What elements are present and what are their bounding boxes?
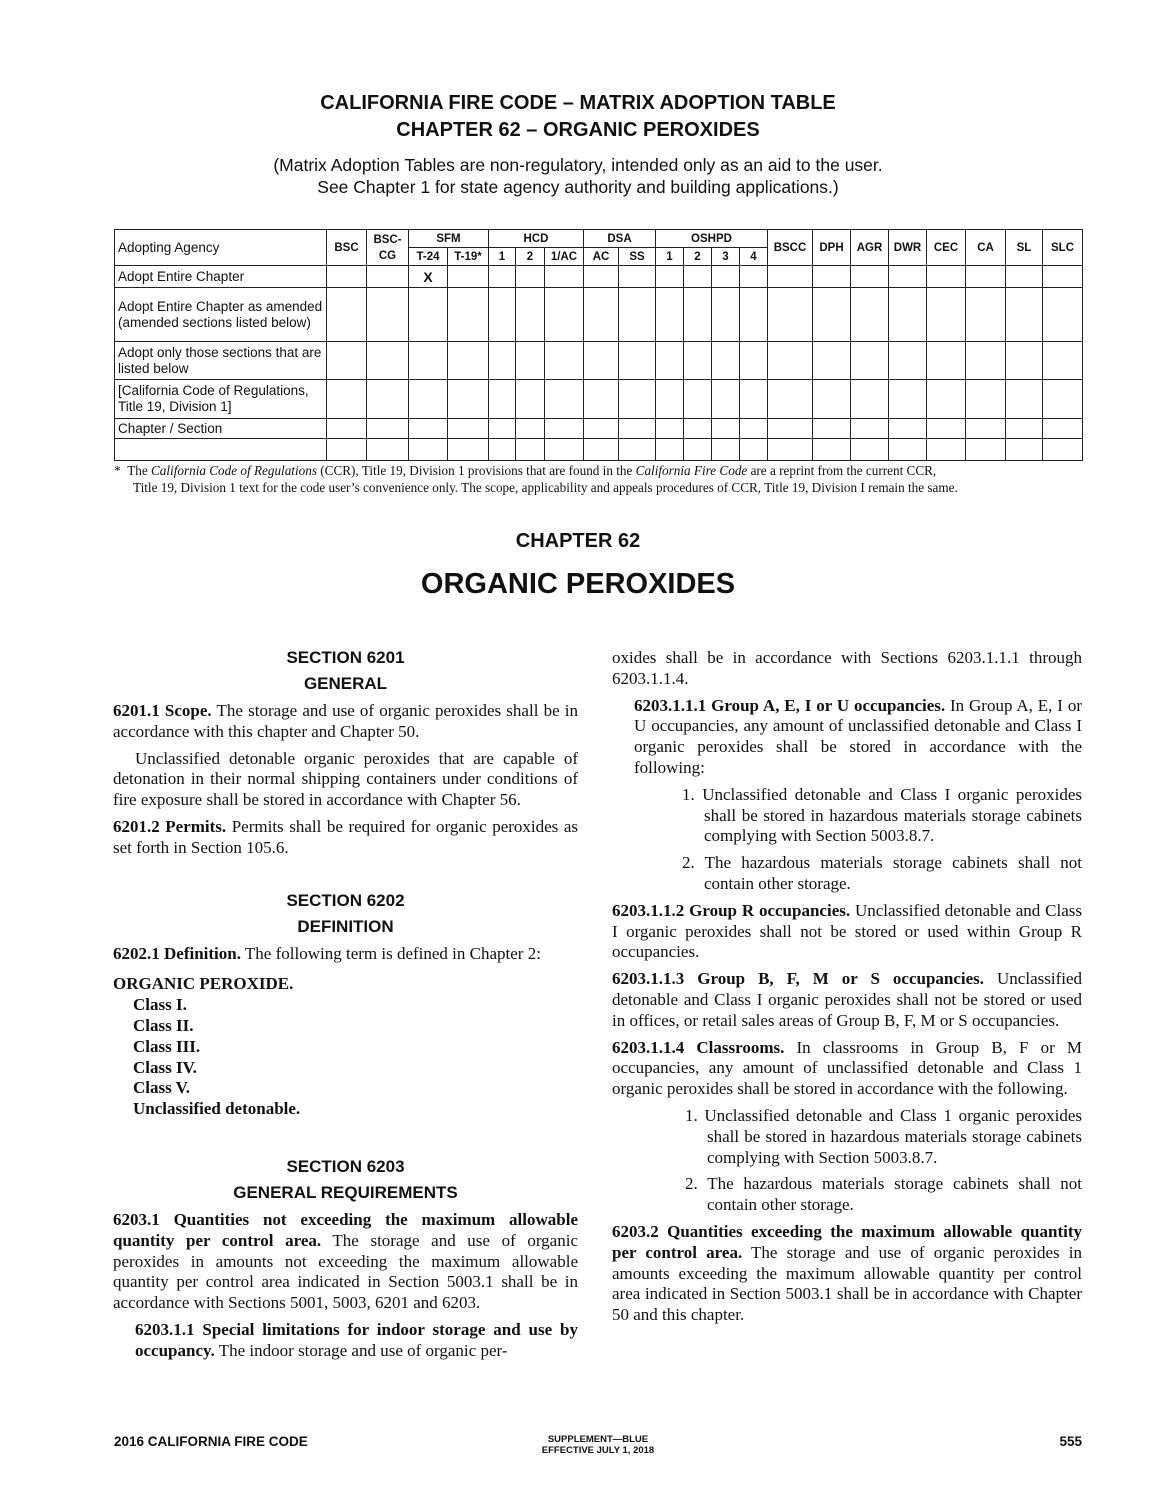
table-cell bbox=[684, 288, 712, 342]
header-agency: SL bbox=[1006, 230, 1043, 266]
paragraph-6201-1: 6201.1 Scope. The storage and use of organic peroxides shall be in accordance with this chapter and Chapter 50. bbox=[113, 701, 579, 741]
row-label: Adopt Entire Chapter as amended (amended sections listed below) bbox=[115, 288, 327, 342]
header-subagency: 3 bbox=[712, 248, 740, 266]
table-cell bbox=[851, 380, 889, 419]
header-subagency: 4 bbox=[740, 248, 768, 266]
paragraph-6202-1: 6202.1 Definition. The following term is defined in Chapter 2: bbox=[113, 943, 541, 963]
footnote-italic: California Code of Regulations bbox=[151, 463, 317, 478]
table-cell bbox=[367, 380, 409, 419]
table-cell bbox=[966, 419, 1006, 439]
table-cell bbox=[1006, 419, 1043, 439]
table-cell bbox=[740, 266, 768, 288]
footnote-text: (CCR), Title 19, Division 1 provisions that are found in the bbox=[316, 463, 636, 478]
table-cell bbox=[927, 288, 966, 342]
table-cell bbox=[684, 342, 712, 380]
table-cell bbox=[768, 419, 813, 439]
table-cell bbox=[927, 266, 966, 288]
header-agency: CEC bbox=[927, 230, 966, 266]
table-cell bbox=[448, 380, 489, 419]
table-cell bbox=[327, 439, 367, 461]
section-heading: SECTION 6202 bbox=[286, 890, 405, 910]
table-cell bbox=[813, 266, 851, 288]
table-cell bbox=[327, 419, 367, 439]
table-cell bbox=[927, 419, 966, 439]
header-subagency: T-19* bbox=[448, 248, 489, 266]
section-heading: SECTION 6203 bbox=[286, 1156, 405, 1176]
table-row bbox=[115, 266, 1083, 288]
table-cell bbox=[740, 342, 768, 380]
table-cell bbox=[1006, 439, 1043, 461]
table-cell bbox=[740, 419, 768, 439]
table-cell bbox=[584, 419, 619, 439]
table-cell bbox=[656, 266, 684, 288]
definition-item: Class I. bbox=[133, 995, 187, 1015]
table-cell bbox=[619, 266, 656, 288]
table-cell bbox=[813, 342, 851, 380]
header-agency: BSC-CG bbox=[367, 230, 409, 266]
table-cell bbox=[327, 266, 367, 288]
table-cell bbox=[656, 342, 684, 380]
header-agency: AGR bbox=[851, 230, 889, 266]
table-cell bbox=[1043, 439, 1083, 461]
table-cell bbox=[927, 342, 966, 380]
header-subagency: AC bbox=[584, 248, 619, 266]
table-cell bbox=[545, 288, 584, 342]
table-cell bbox=[768, 288, 813, 342]
table-cell bbox=[545, 380, 584, 419]
table-cell bbox=[656, 419, 684, 439]
table-cell bbox=[1043, 419, 1083, 439]
chapter-title: ORGANIC PEROXIDES bbox=[420, 568, 736, 600]
table-cell bbox=[367, 266, 409, 288]
table-cell bbox=[619, 342, 656, 380]
table-cell bbox=[656, 288, 684, 342]
table-cell bbox=[889, 419, 927, 439]
table-cell bbox=[740, 439, 768, 461]
table-cell bbox=[1043, 342, 1083, 380]
table-cell bbox=[889, 288, 927, 342]
header-agency: DPH bbox=[813, 230, 851, 266]
list-item: 2. The hazardous materials storage cabinets shall not contain other storage. bbox=[682, 853, 1082, 893]
table-cell bbox=[966, 439, 1006, 461]
table-cell bbox=[851, 439, 889, 461]
table-cell bbox=[516, 266, 545, 288]
table-cell bbox=[409, 380, 448, 419]
table-cell bbox=[1006, 288, 1043, 342]
table-cell bbox=[768, 380, 813, 419]
row-label: Chapter / Section bbox=[115, 419, 327, 439]
definition-term: ORGANIC PEROXIDE. bbox=[113, 974, 294, 994]
matrix-title: CALIFORNIA FIRE CODE – MATRIX ADOPTION TABLE bbox=[320, 92, 836, 114]
table-cell bbox=[813, 380, 851, 419]
table-cell bbox=[966, 266, 1006, 288]
table-cell bbox=[489, 419, 516, 439]
table-cell bbox=[684, 439, 712, 461]
table-cell bbox=[889, 439, 927, 461]
row-label bbox=[115, 439, 327, 461]
header-subagency: SS bbox=[619, 248, 656, 266]
table-cell bbox=[1006, 380, 1043, 419]
footer-supplement: SUPPLEMENT—BLUE bbox=[547, 1434, 649, 1445]
header-subagency: 1 bbox=[656, 248, 684, 266]
section-heading: DEFINITION bbox=[297, 916, 394, 936]
table-cell bbox=[489, 288, 516, 342]
table-cell bbox=[813, 288, 851, 342]
footnote-italic: California Fire Code bbox=[635, 463, 748, 478]
header-agency: HCD bbox=[489, 230, 584, 248]
header-subagency: 2 bbox=[516, 248, 545, 266]
paragraph: oxides shall be in accordance with Sections 6203.1.1.1 through 6203.1.1.4. bbox=[612, 648, 1082, 688]
matrix-note-1: (Matrix Adoption Tables are non-regulatory, intended only as an aid to the user. bbox=[273, 155, 883, 175]
table-cell bbox=[448, 342, 489, 380]
table-cell bbox=[1043, 380, 1083, 419]
list bbox=[612, 785, 1082, 895]
table-cell bbox=[813, 419, 851, 439]
table-cell bbox=[684, 266, 712, 288]
table-cell bbox=[966, 342, 1006, 380]
paragraph-6203-1-1-3: 6203.1.1.3 Group B, F, M or S occupancies. Unclassified detonable and Class I organic peroxides shall not be stored or used in offices, or retail sales areas of Group B, F, M or S occupancies. bbox=[612, 969, 1083, 1030]
table-cell bbox=[448, 439, 489, 461]
left-column bbox=[113, 648, 578, 1368]
paragraph-6203-2: 6203.2 Quantities exceeding the maximum allowable quantity per control area. The storage and use of organic peroxides in amounts exceeding the maximum allowable quantity per control area indicated in Section 5003.1 shall be in accordance with Chapter 50 and this chapter. bbox=[612, 1221, 1082, 1325]
table-cell bbox=[516, 380, 545, 419]
table-cell bbox=[712, 380, 740, 419]
table-cell bbox=[409, 342, 448, 380]
table-cell bbox=[813, 439, 851, 461]
table-cell bbox=[684, 419, 712, 439]
table-cell bbox=[768, 439, 813, 461]
table-cell bbox=[851, 266, 889, 288]
paragraph-6203-1-1-2: 6203.1.1.2 Group R occupancies. Unclassified detonable and Class I organic peroxides shall not be stored or used within Group R occupancies. bbox=[612, 900, 1082, 962]
row-label: Adopt Entire Chapter bbox=[115, 266, 327, 288]
table-row bbox=[115, 380, 1083, 419]
table-cell bbox=[927, 439, 966, 461]
footnote-text: The bbox=[127, 463, 151, 478]
table-cell bbox=[516, 288, 545, 342]
definition-item: Unclassified detonable. bbox=[133, 1099, 301, 1119]
table-cell bbox=[889, 380, 927, 419]
definition-item: Class V. bbox=[133, 1078, 191, 1098]
table-cell: X bbox=[409, 266, 448, 288]
chapter-number: CHAPTER 62 bbox=[515, 530, 641, 552]
header-agency: OSHPD bbox=[656, 230, 768, 248]
table-cell bbox=[367, 419, 409, 439]
table-cell bbox=[367, 342, 409, 380]
table-cell bbox=[1043, 288, 1083, 342]
paragraph-6203-1-1: 6203.1.1 Special limitations for indoor storage and use by occupancy. The indoor storage and use of organic per- bbox=[135, 1319, 578, 1360]
paragraph-6203-1-1-1: 6203.1.1.1 Group A, E, I or U occupancies. In Group A, E, I or U occupancies, any amount of unclassified detonable and Class I organic peroxides shall be stored in accordance with the following: bbox=[634, 695, 1082, 777]
table-cell bbox=[889, 342, 927, 380]
table-cell bbox=[712, 288, 740, 342]
footer-code-name: 2016 CALIFORNIA FIRE CODE bbox=[114, 1434, 308, 1449]
table-cell bbox=[489, 266, 516, 288]
table-row bbox=[115, 342, 1083, 380]
header-agency: SFM bbox=[409, 230, 489, 248]
header-agency: SLC bbox=[1043, 230, 1083, 266]
table-cell bbox=[516, 439, 545, 461]
table-cell bbox=[327, 380, 367, 419]
section-heading: GENERAL REQUIREMENTS bbox=[233, 1182, 458, 1202]
table-cell bbox=[712, 419, 740, 439]
table-cell bbox=[584, 288, 619, 342]
table-cell bbox=[584, 380, 619, 419]
definition-item: Class IV. bbox=[133, 1057, 197, 1077]
header-agency: BSCC bbox=[768, 230, 813, 266]
matrix-adoption-table bbox=[114, 229, 1083, 461]
list-item: 2. The hazardous materials storage cabinets shall not contain other storage. bbox=[685, 1174, 1082, 1215]
table-cell bbox=[448, 419, 489, 439]
table-cell bbox=[409, 288, 448, 342]
table-cell bbox=[489, 342, 516, 380]
table-cell bbox=[656, 439, 684, 461]
footnote-text: are a reprint from the current CCR, bbox=[747, 463, 937, 478]
header-agency: DWR bbox=[889, 230, 927, 266]
list bbox=[612, 1106, 1082, 1216]
footer-edition bbox=[478, 1434, 718, 1456]
table-cell bbox=[545, 266, 584, 288]
table-cell bbox=[619, 380, 656, 419]
table-cell bbox=[584, 342, 619, 380]
definition-list bbox=[113, 974, 578, 1120]
table-cell bbox=[656, 380, 684, 419]
matrix-note-2: See Chapter 1 for state agency authority and building applications.) bbox=[317, 177, 839, 197]
footnote-marker: * bbox=[114, 463, 121, 478]
header-subagency: T-24 bbox=[409, 248, 448, 266]
header-subagency: 1 bbox=[489, 248, 516, 266]
table-cell bbox=[545, 419, 584, 439]
table-cell bbox=[516, 419, 545, 439]
table-cell bbox=[409, 419, 448, 439]
definition-item: Class III. bbox=[133, 1036, 201, 1056]
paragraph: Unclassified detonable organic peroxides that are capable of detonation in their normal shipping containers under conditions of fire exposure shall be stored in accordance with Chapter 56. bbox=[113, 748, 578, 810]
page-number: 555 bbox=[1059, 1434, 1082, 1449]
table-cell bbox=[966, 380, 1006, 419]
paragraph-6201-2: 6201.2 Permits. Permits shall be required for organic peroxides as set forth in Section 105.6. bbox=[113, 816, 578, 857]
table-cell bbox=[740, 380, 768, 419]
table-cell bbox=[1043, 266, 1083, 288]
table-cell bbox=[712, 342, 740, 380]
table-cell bbox=[545, 342, 584, 380]
footer-effective: EFFECTIVE JULY 1, 2018 bbox=[541, 1445, 655, 1456]
paragraph-6203-1: 6203.1 Quantities not exceeding the maximum allowable quantity per control area. The storage and use of organic peroxides in amounts not exceeding the maximum allowable quantity per control area indicated in Section 5003.1 shall be in accordance with Sections 5001, 5003, 6201 and 6203. bbox=[113, 1209, 578, 1313]
table-cell bbox=[1006, 266, 1043, 288]
table-cell bbox=[489, 439, 516, 461]
row-label: Adopt only those sections that are listed below bbox=[115, 342, 327, 380]
right-column bbox=[612, 648, 1082, 1332]
section-heading: GENERAL bbox=[303, 674, 388, 693]
table-cell bbox=[768, 266, 813, 288]
table-cell bbox=[584, 266, 619, 288]
table-cell bbox=[448, 266, 489, 288]
table-row bbox=[115, 419, 1083, 439]
table-cell bbox=[545, 439, 584, 461]
table-cell bbox=[851, 419, 889, 439]
header-agency: DSA bbox=[584, 230, 656, 248]
table-cell bbox=[966, 288, 1006, 342]
table-cell bbox=[712, 439, 740, 461]
table-cell bbox=[448, 288, 489, 342]
list-item: 1. Unclassified detonable and Class I organic peroxides shall be stored in hazardous materials storage cabinets complying with Section 5003.8.7. bbox=[682, 784, 1082, 846]
header-adopting-agency: Adopting Agency bbox=[115, 230, 327, 266]
table-cell bbox=[889, 266, 927, 288]
footnote-line2: Title 19, Division 1 text for the code user’s convenience only. The scope, applicability and appeals procedures of CCR, Title 19, Division I remain the same. bbox=[133, 480, 958, 495]
matrix-subtitle: CHAPTER 62 – ORGANIC PEROXIDES bbox=[396, 119, 760, 141]
table-cell bbox=[1006, 342, 1043, 380]
footnote bbox=[114, 462, 1082, 496]
table-cell bbox=[927, 380, 966, 419]
table-cell bbox=[768, 342, 813, 380]
header-subagency: 1/AC bbox=[545, 248, 584, 266]
header-agency: BSC bbox=[327, 230, 367, 266]
paragraph-6203-1-1-4: 6203.1.1.4 Classrooms. In classrooms in Group B, F or M occupancies, any amount of unclassified detonable and Class 1 organic peroxides shall be stored in accordance with the following. bbox=[612, 1037, 1082, 1099]
table-cell bbox=[712, 266, 740, 288]
table-cell bbox=[489, 380, 516, 419]
table-cell bbox=[327, 288, 367, 342]
header-agency: CA bbox=[966, 230, 1006, 266]
section-heading: SECTION 6201 bbox=[286, 648, 405, 667]
row-label: [California Code of Regulations, Title 19, Division 1] bbox=[115, 380, 327, 419]
table-row bbox=[115, 439, 1083, 461]
table-cell bbox=[327, 342, 367, 380]
table-cell bbox=[851, 288, 889, 342]
list-item: 1. Unclassified detonable and Class 1 organic peroxides shall be stored in hazardous materials storage cabinets complying with Section 5003.8.7. bbox=[685, 1105, 1082, 1167]
table-cell bbox=[740, 288, 768, 342]
table-cell bbox=[584, 439, 619, 461]
table-cell bbox=[619, 288, 656, 342]
header-subagency: 2 bbox=[684, 248, 712, 266]
table-cell bbox=[619, 439, 656, 461]
definition-item: Class II. bbox=[133, 1015, 194, 1035]
table-cell bbox=[684, 380, 712, 419]
table-cell bbox=[516, 342, 545, 380]
table-cell bbox=[367, 288, 409, 342]
table-cell bbox=[619, 419, 656, 439]
table-cell bbox=[409, 439, 448, 461]
table-cell bbox=[367, 439, 409, 461]
table-row bbox=[115, 288, 1083, 342]
table-cell bbox=[851, 342, 889, 380]
